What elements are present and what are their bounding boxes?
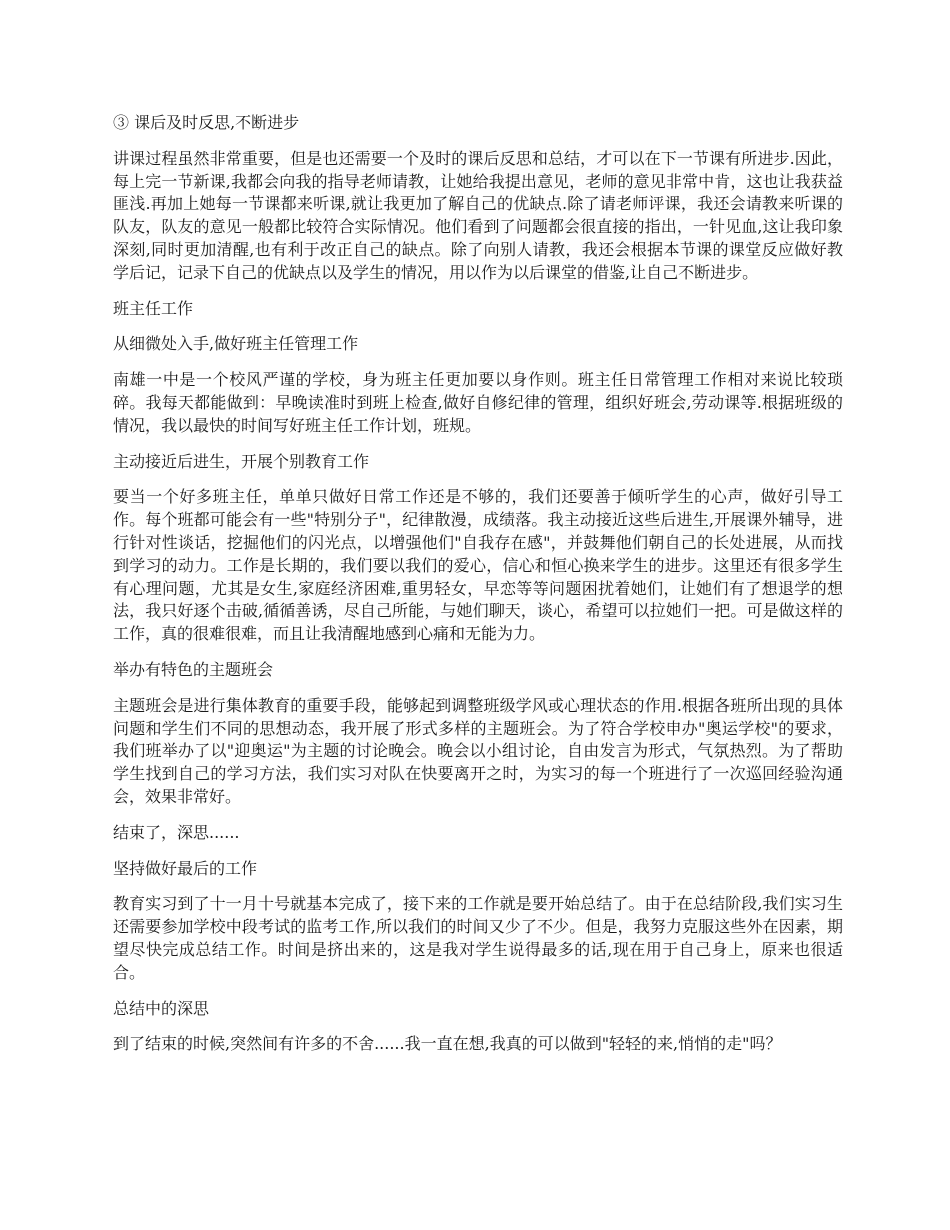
paragraph-individual-education: 要当一个好多班主任，单单只做好日常工作还是不够的，我们还要善于倾听学生的心声，做好引导工作。每个班都可能会有一些"特别分子"，纪律散漫，成绩落。我主动接近这些后进生,开展课外辅导，进行针对性谈话，挖掘他们的闪光点，以增强他们"自我存在感"，并鼓舞他们朝自己的长处进展，从而找到学习的动力。工作是长期的，我们要以我们的爱心，信心和恒心换来学生的进步。这里还有很多学生有心理问题，尤其是女生,家庭经济困难,重男轻女，早恋等等问题困扰着她们，让她们有了想退学的想法，我只好逐个击破,循循善诱，尽自己所能，与她们聊天，谈心，希望可以拉她们一把。可是做这样的工作，真的很难很难，而且让我清醒地感到心痛和无能为力。 bbox=[113, 487, 843, 644]
section-heading-ending: 结束了，深思...... bbox=[113, 822, 240, 842]
section-heading-summary: 总结中的深思 bbox=[113, 998, 210, 1018]
section-heading-theme-meeting: 举办有特色的主题班会 bbox=[113, 659, 274, 679]
paragraph-theme-meeting: 主题班会是进行集体教育的重要手段，能够起到调整班级学风或心理状态的作用.根据各班所出现的具体问题和学生们不同的思想动态，我开展了形式多样的主题班会。为了符合学校申办"奥运学校"的要求，我们班举办了以"迎奥运"为主题的讨论晚会。晚会以小组讨论，自由发言为形式，气氛热烈。为了帮助学生找到自己的学习方法，我们实习对队在快要离开之时，为实习的每一个班进行了一次巡回经验沟通会，效果非常好。 bbox=[113, 695, 843, 806]
document-body bbox=[113, 112, 843, 1069]
paragraph-daily-management: 南雄一中是一个校风严谨的学校，身为班主任更加要以身作则。班主任日常管理工作相对来说比较琐碎。我每天都能做到：早晚读准时到班上检查,做好自修纪律的管理，组织好班会,劳动课等.根据班级的情况，我以最快的时间写好班主任工作计划，班规。 bbox=[113, 370, 843, 435]
paragraph-reflection: 讲课过程虽然非常重要，但是也还需要一个及时的课后反思和总结，才可以在下一节课有所进步.因此，每上完一节新课,我都会向我的指导老师请教，让她给我提出意见，老师的意见非常中肯，这也让我获益匪浅.再加上她每一节课都来听课,就让我更加了解自己的优缺点.除了请老师评课，我还会请教来听课的队友，队友的意见一般都比较符合实际情况。他们看到了问题都会很直接的指出，一针见血,这让我印象深刻,同时更加清醒,也有利于改正自己的缺点。除了向别人请教，我还会根据本节课的课堂反应做好教学后记，记录下自己的优缺点以及学生的情况，用以作为以后课堂的借鉴,让自己不断进步。 bbox=[113, 148, 843, 282]
section-heading-final-work: 坚持做好最后的工作 bbox=[113, 858, 258, 878]
paragraph-final-work: 教育实习到了十一月十号就基本完成了，接下来的工作就是要开始总结了。由于在总结阶段,我们实习生还需要参加学校中段考试的监考工作,所以我们的时间又少了不少。但是，我努力克服这些外在因素，期望尽快完成总结工作。时间是挤出来的，这是我对学生说得最多的话,现在用于自己身上，原来也很适合。 bbox=[113, 894, 843, 982]
section-heading-individual-education: 主动接近后进生，开展个别教育工作 bbox=[113, 451, 370, 471]
paragraph-summary: 到了结束的时候,突然间有许多的不舍......我一直在想,我真的可以做到"轻轻的来,悄悄的走"吗？ bbox=[113, 1034, 782, 1054]
section-heading-reflection: ③ 课后及时反思,不断进步 bbox=[113, 113, 300, 132]
section-heading-head-teacher: 班主任工作 bbox=[113, 298, 194, 318]
section-heading-daily-management: 从细微处入手,做好班主任管理工作 bbox=[113, 334, 359, 354]
